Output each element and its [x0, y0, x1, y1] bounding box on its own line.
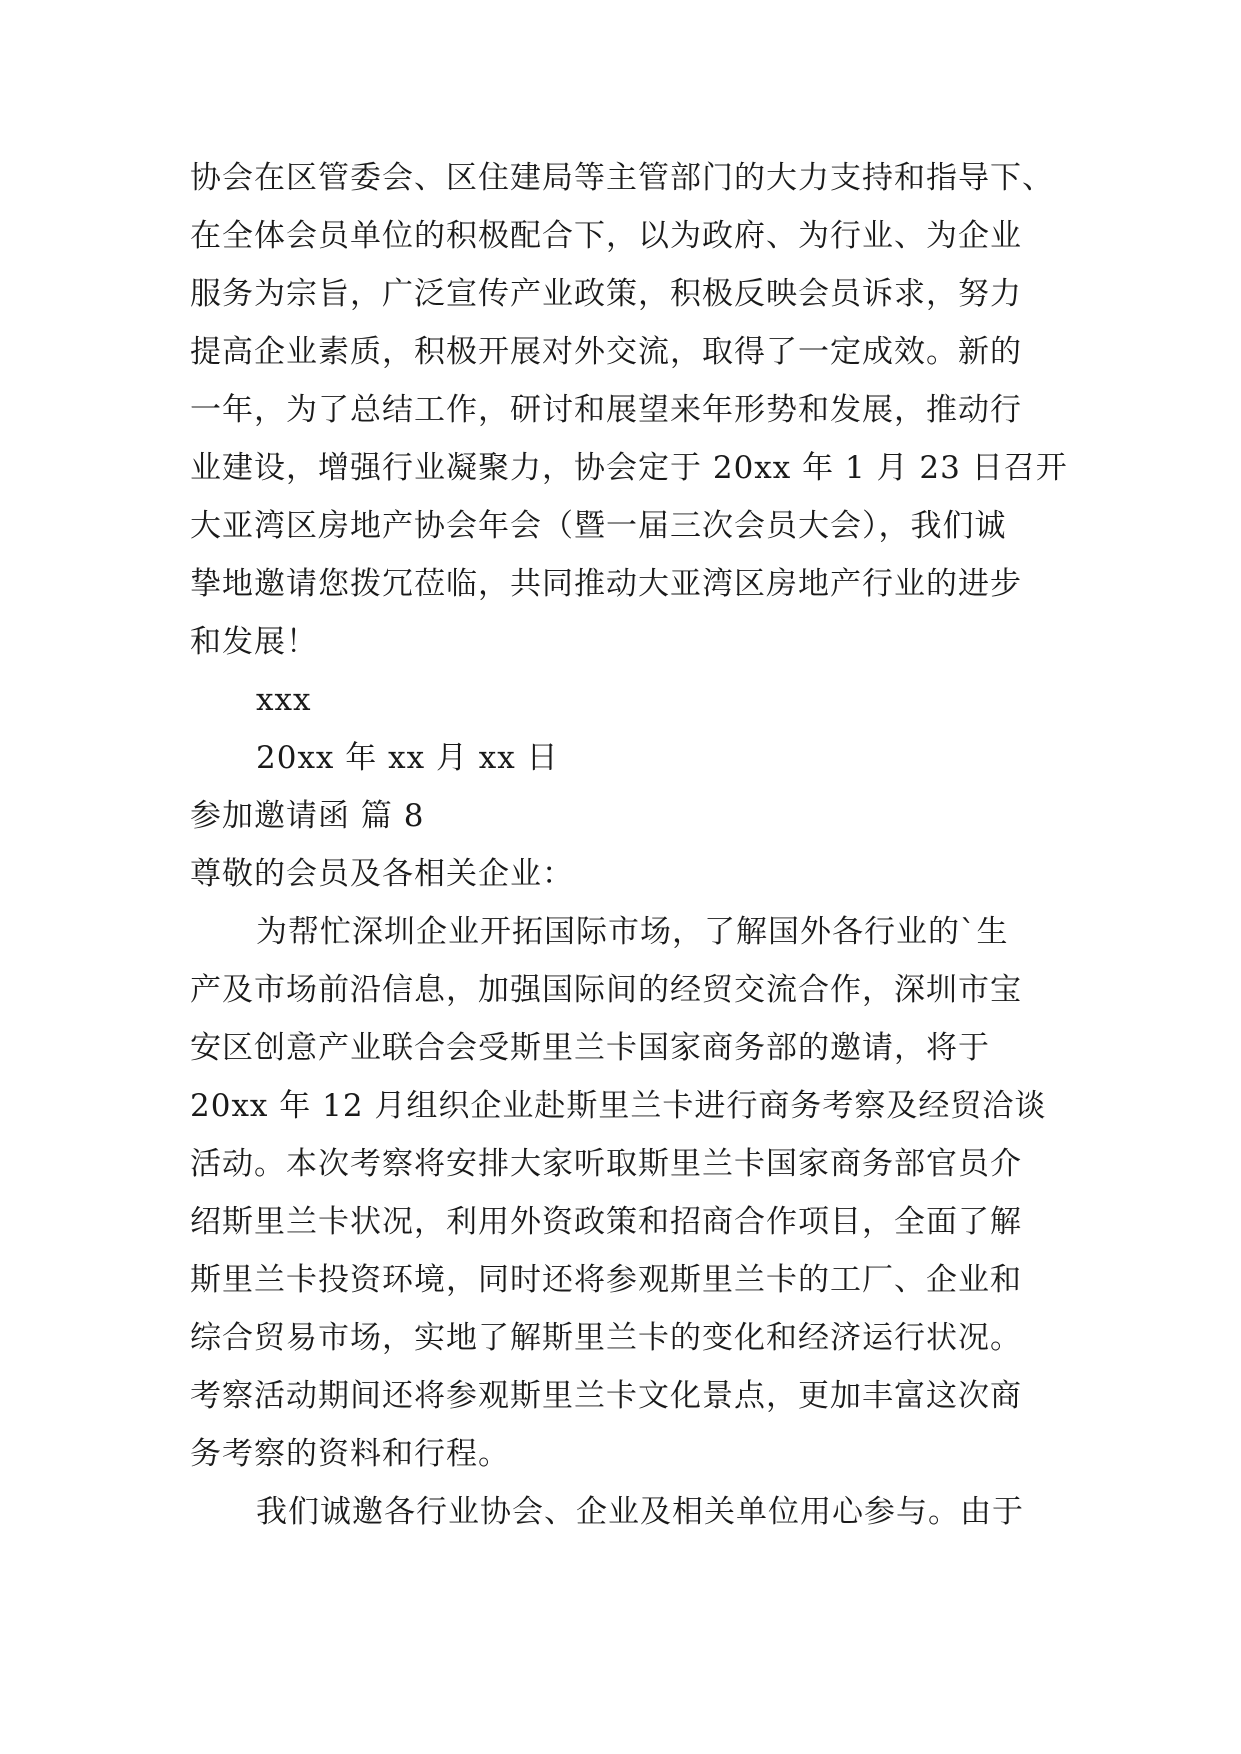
signature-date: 20xx 年 xx 月 xx 日 [256, 740, 559, 776]
paragraph-2-line: 为帮忙深圳企业开拓国际市场，了解国外各行业的`生 [256, 914, 1009, 950]
paragraph-3-line: 我们诚邀各行业协会、企业及相关单位用心参与。由于 [256, 1494, 1024, 1530]
paragraph-2-line: 安区创意产业联合会受斯里兰卡国家商务部的邀请，将于 [190, 1030, 990, 1066]
paragraph-1-line: 和发展！ [190, 624, 318, 660]
paragraph-2-line: 斯里兰卡投资环境，同时还将参观斯里兰卡的工厂、企业和 [190, 1262, 1022, 1298]
signature-name: xxx [256, 682, 312, 718]
section-title: 参加邀请函 篇 8 [190, 798, 425, 834]
paragraph-1-line: 协会在区管委会、区住建局等主管部门的大力支持和指导下、 [190, 160, 1054, 196]
salutation: 尊敬的会员及各相关企业： [190, 856, 574, 892]
paragraph-2-line: 绍斯里兰卡状况，利用外资政策和招商合作项目，全面了解 [190, 1204, 1022, 1240]
paragraph-1-line: 服务为宗旨，广泛宣传产业政策，积极反映会员诉求，努力 [190, 276, 1022, 312]
paragraph-2-line: 考察活动期间还将参观斯里兰卡文化景点，更加丰富这次商 [190, 1378, 1022, 1414]
paragraph-1-line: 大亚湾区房地产协会年会（暨一届三次会员大会），我们诚 [190, 508, 1007, 544]
paragraph-2-line: 务考察的资料和行程。 [190, 1436, 510, 1472]
paragraph-1-line: 挚地邀请您拨冗莅临，共同推动大亚湾区房地产行业的进步 [190, 566, 1022, 602]
paragraph-1-line: 业建设，增强行业凝聚力，协会定于 20xx 年 1 月 23 日召开 [190, 450, 1068, 486]
paragraph-2-line: 产及市场前沿信息，加强国际间的经贸交流合作，深圳市宝 [190, 972, 1022, 1008]
paragraph-1-line: 在全体会员单位的积极配合下，以为政府、为行业、为企业 [190, 218, 1022, 254]
paragraph-2-line: 20xx 年 12 月组织企业赴斯里兰卡进行商务考察及经贸洽谈 [190, 1088, 1047, 1124]
paragraph-1-line: 提高企业素质，积极开展对外交流，取得了一定成效。新的 [190, 334, 1022, 370]
paragraph-2-line: 活动。本次考察将安排大家听取斯里兰卡国家商务部官员介 [190, 1146, 1022, 1182]
paragraph-1-line: 一年，为了总结工作，研讨和展望来年形势和发展，推动行 [190, 392, 1022, 428]
paragraph-2-line: 综合贸易市场，实地了解斯里兰卡的变化和经济运行状况。 [190, 1320, 1022, 1356]
